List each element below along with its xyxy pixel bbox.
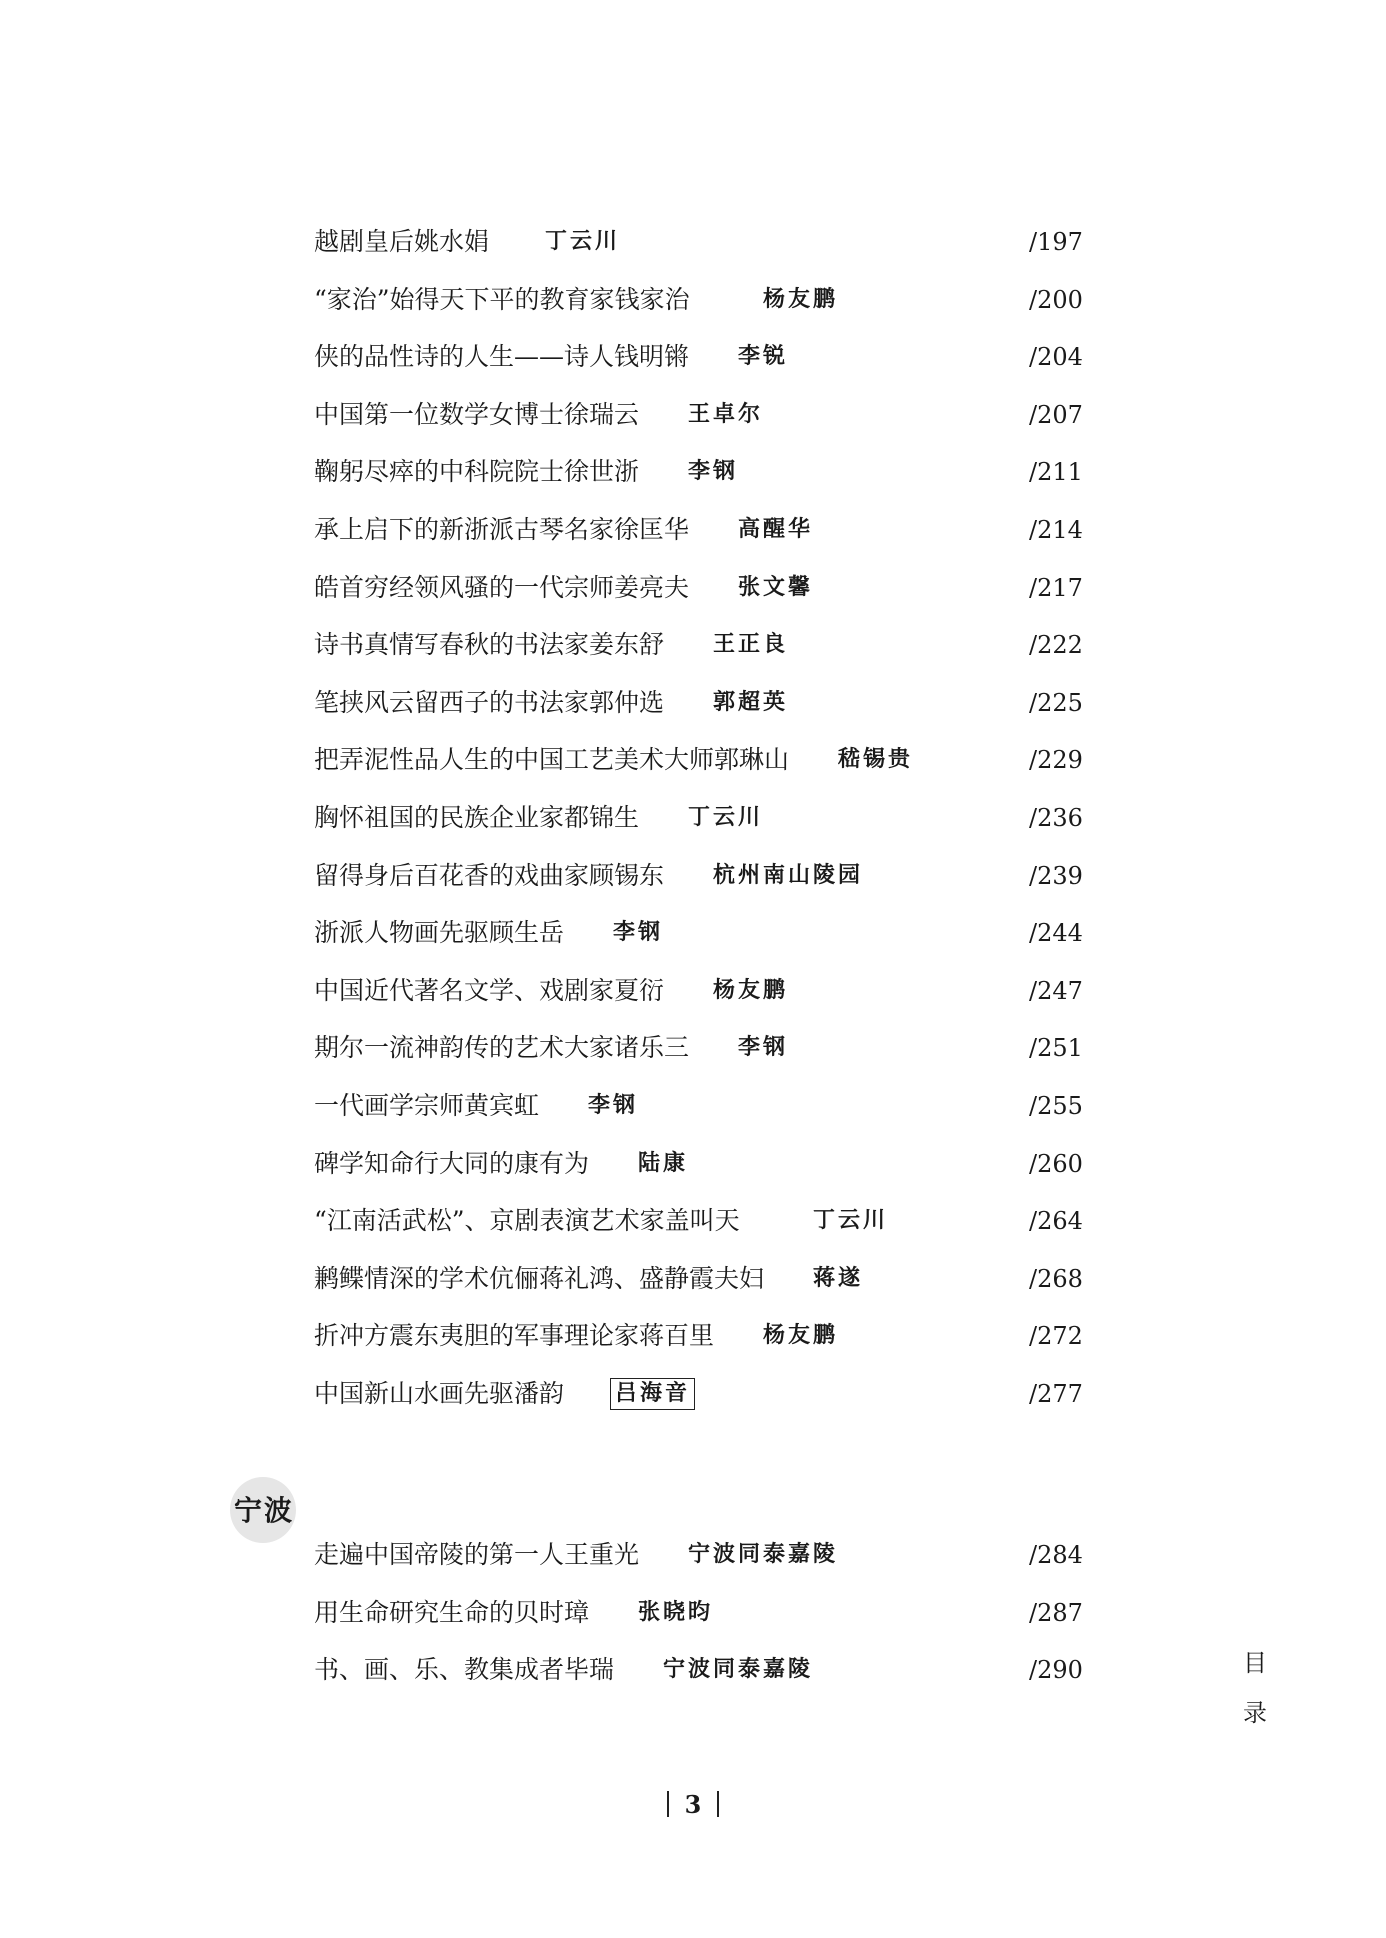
toc-entry — [314, 283, 1083, 341]
entry-author: 杨友鹏 — [763, 1323, 839, 1349]
toc-entry — [314, 340, 1083, 398]
entry-author: 杭州南山陵园 — [713, 862, 864, 888]
entry-page: /200 — [1029, 285, 1083, 314]
entry-author: 杨友鹏 — [763, 286, 839, 312]
page-number-right-bar — [717, 1791, 719, 1817]
entry-title: 留得身后百花香的戏曲家顾锡东 — [314, 860, 665, 890]
entry-author: 蒋遂 — [813, 1265, 864, 1291]
entry-page: /214 — [1029, 515, 1083, 544]
page-number-left-bar — [667, 1791, 669, 1817]
entry-author: 李锐 — [738, 344, 789, 370]
toc-entry — [314, 1377, 1083, 1435]
entry-title: 诗书真情写春秋的书法家姜东舒 — [314, 630, 665, 660]
entry-page: /211 — [1029, 458, 1083, 487]
entry-title: 中国第一位数学女博士徐瑞云 — [314, 399, 640, 429]
entry-title: 鞠躬尽瘁的中科院院士徐世浙 — [314, 457, 640, 487]
entry-author: 丁云川 — [545, 229, 621, 254]
toc-list — [314, 225, 1083, 1434]
entry-title: 把弄泥性品人生的中国工艺美术大师郭琳山 — [314, 745, 790, 775]
toc-entry — [314, 801, 1083, 859]
toc-entry — [314, 686, 1083, 744]
entry-title: 书、画、乐、教集成者毕瑞 — [314, 1655, 615, 1685]
toc-entry — [314, 1319, 1083, 1377]
toc-entry — [314, 1204, 1083, 1262]
entry-page: /268 — [1029, 1264, 1083, 1293]
entry-page: /264 — [1029, 1207, 1083, 1236]
entry-page: /287 — [1029, 1598, 1083, 1627]
entry-author: 嵇锡贵 — [838, 747, 914, 773]
toc-entry — [314, 743, 1083, 801]
toc-entry — [314, 1653, 1083, 1711]
entry-page: /284 — [1029, 1541, 1083, 1569]
toc-entry — [314, 916, 1083, 974]
entry-author: 李钢 — [688, 459, 739, 485]
toc-entry — [314, 1089, 1083, 1147]
entry-title: 折冲方震东夷胆的军事理论家蒋百里 — [314, 1321, 715, 1351]
toc-entry — [314, 859, 1083, 917]
section-title: 宁波 — [234, 1494, 295, 1527]
entry-title: “家治”始得天下平的教育家钱家治 — [314, 284, 690, 314]
entry-title: 一代画学宗师黄宾虹 — [314, 1090, 540, 1120]
entry-author: 高醒华 — [738, 516, 814, 542]
side-label-char: 录 — [1243, 1699, 1267, 1727]
entry-page: /222 — [1029, 631, 1083, 660]
entry-page: /251 — [1029, 1034, 1083, 1063]
toc-entry — [314, 571, 1083, 629]
entry-author: 郭超英 — [713, 689, 789, 715]
toc-entry — [314, 974, 1083, 1032]
page-number-value: 3 — [684, 1790, 702, 1819]
toc-entry — [314, 455, 1083, 513]
entry-page: /277 — [1029, 1379, 1083, 1408]
entry-title: 越剧皇后姚水娟 — [314, 227, 490, 256]
entry-title: 期尔一流神韵传的艺术大家诸乐三 — [314, 1033, 690, 1063]
entry-page: /255 — [1029, 1091, 1083, 1120]
section-toc-list — [314, 1538, 1083, 1711]
entry-author: 李钢 — [738, 1035, 789, 1061]
toc-entry — [314, 225, 1083, 283]
entry-page: /247 — [1029, 976, 1083, 1005]
side-label — [1240, 1638, 1270, 1738]
entry-title: 碑学知命行大同的康有为 — [314, 1148, 590, 1178]
entry-author: 王卓尔 — [688, 401, 764, 427]
entry-page: /290 — [1029, 1656, 1083, 1685]
entry-title: 皓首穷经领风骚的一代宗师姜亮夫 — [314, 572, 690, 602]
entry-title: 中国近代著名文学、戏剧家夏衍 — [314, 975, 665, 1005]
entry-author: 杨友鹏 — [713, 977, 789, 1003]
entry-author: 张晓昀 — [638, 1599, 714, 1625]
entry-author: 宁波同泰嘉陵 — [688, 1542, 839, 1567]
entry-author: 李钢 — [613, 920, 664, 946]
page-number — [0, 1790, 1386, 1819]
toc-entry — [314, 513, 1083, 571]
entry-title: 浙派人物画先驱顾生岳 — [314, 918, 565, 948]
entry-author: 丁云川 — [688, 804, 764, 830]
entry-title: 鹣鲽情深的学术伉俪蒋礼鸿、盛静霞夫妇 — [314, 1263, 765, 1293]
entry-page: /207 — [1029, 400, 1083, 429]
entry-page: /197 — [1029, 228, 1083, 256]
entry-title: 中国新山水画先驱潘韵 — [314, 1378, 565, 1408]
entry-title: 侠的品性诗的人生——诗人钱明锵 — [314, 342, 690, 372]
entry-author: 陆康 — [638, 1150, 689, 1176]
entry-page: /244 — [1029, 919, 1083, 948]
entry-author: 宁波同泰嘉陵 — [663, 1657, 814, 1683]
toc-entry — [314, 628, 1083, 686]
entry-author: 丁云川 — [813, 1208, 889, 1234]
entry-title: 笔挟风云留西子的书法家郭仲选 — [314, 687, 665, 717]
entry-author: 王正良 — [713, 632, 789, 658]
toc-entry — [314, 1031, 1083, 1089]
entry-page: /229 — [1029, 746, 1083, 775]
toc-entry — [314, 1596, 1083, 1654]
entry-title: 用生命研究生命的贝时璋 — [314, 1597, 590, 1627]
toc-entry — [314, 1147, 1083, 1205]
toc-entry — [314, 398, 1083, 456]
entry-author: 李钢 — [588, 1092, 639, 1118]
entry-title: 胸怀祖国的民族企业家都锦生 — [314, 802, 640, 832]
entry-author: 张文馨 — [738, 574, 814, 600]
entry-title: 承上启下的新浙派古琴名家徐匡华 — [314, 514, 690, 544]
entry-page: /260 — [1029, 1149, 1083, 1178]
side-label-char: 目 — [1243, 1649, 1267, 1677]
toc-entry — [314, 1262, 1083, 1320]
entry-title: 走遍中国帝陵的第一人王重光 — [314, 1540, 640, 1569]
entry-page: /272 — [1029, 1322, 1083, 1351]
entry-page: /225 — [1029, 688, 1083, 717]
entry-author-boxed: 吕海音 — [610, 1378, 695, 1410]
entry-page: /236 — [1029, 803, 1083, 832]
entry-title: “江南活武松”、京剧表演艺术家盖叫天 — [314, 1206, 740, 1236]
entry-page: /239 — [1029, 861, 1083, 890]
entry-page: /217 — [1029, 573, 1083, 602]
toc-entry — [314, 1538, 1083, 1596]
entry-page: /204 — [1029, 343, 1083, 372]
